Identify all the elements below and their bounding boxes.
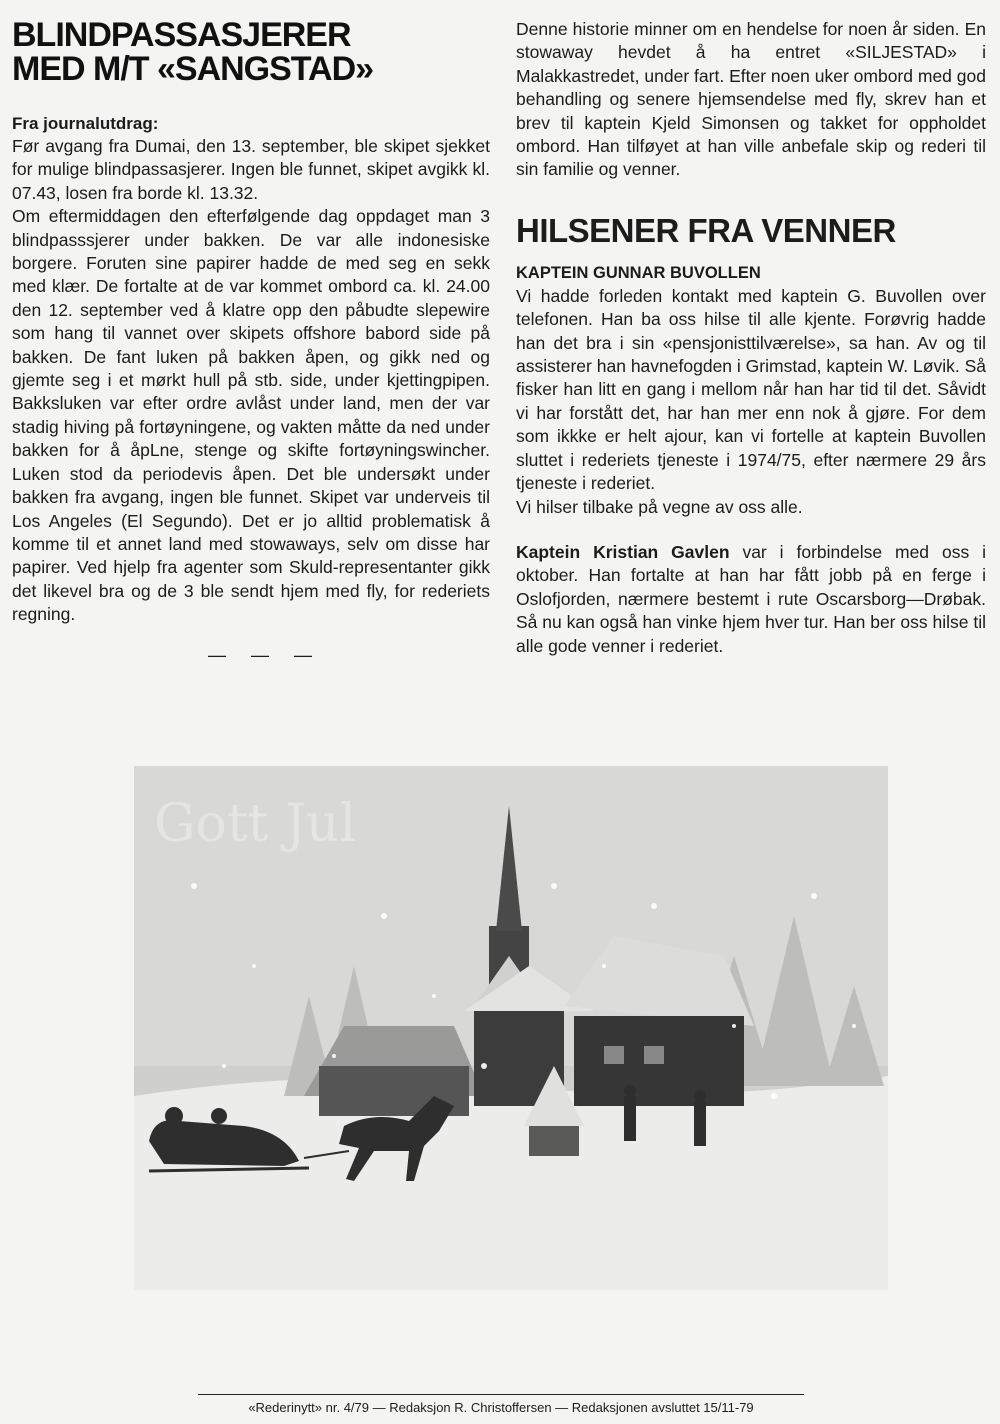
christmas-card-image [134,766,888,1290]
intro-body [516,18,986,182]
card-lettering: Gott Jul [154,794,357,854]
title-line-1: BLINDPASSASJERER [12,16,351,54]
gavlen-paragraph [516,541,986,658]
paragraph-1: Før avgang fra Dumai, den 13. september, ble skipet sjekket for mulige blindpassasjerer. Ingen ble funnet, skipet avgikk kl. 07.43, losen fra borde kl. 13.32. [12,136,490,203]
gavlen-text: var i forbindelse med oss i oktober. Han fortalte at han har fått jobb på en ferge i Oslofjorden, nærmere bestemt i rute Oscarsborg—Drøbak. Så nu kan også han vinke hjem hver tur. Han ber oss hilse til alle gode venner i rederiet. [516,541,986,656]
title-line-2: MED M/T «SANGSTAD» [12,50,374,88]
footer-rule [198,1394,804,1395]
gavlen-name: Kaptein Kristian Gavlen [516,541,730,562]
buvollen-subheading: KAPTEIN GUNNAR BUVOLLEN [516,263,761,282]
greeting-paragraph: Vi hilser tilbake på vegne av oss alle. [516,496,803,517]
paragraph-2: Om eftermiddagen den efterfølgende dag oppdaget man 3 blindpasssjerer under bakken. De var alle indonesiske borgere. Foruten sine papirer hadde de med seg en sekk med klær. De fortalte at de var kommet ombord ca. kl. 24.00 den 12. september ved å klatre opp den påbudte slepewire som hang til vannet over skipets offshore babord side på bakken. De fant luken på bakken åpen, og gikk ned og gjemte seg i et mørkt hull på stb. side, under kjettingpipen. Bakksluken var efter ordre avlåst under land, men der var stadig hiving på fortøyningene, og vakten måtte da ned under bakken for å åpLne, stenge og skifte fortøyningswincher. Luken stod da periodevis åpen. Det ble undersøkt under bakken fra avgang, ingen ble funnet. Skipet var underveis til Los Angeles (El Segundo). Det er jo alltid problematisk å komme til et annet land med stowaways, selv om disse har papirer. Ved hjelp fra agenter som Skuld-representanter gikk det likevel bra og de 3 ble sendt hjem med fly, for rederiets regning. [12,206,490,625]
journal-subheading: Fra journalutdrag: [12,114,159,133]
section-separator: — — — [208,644,323,665]
buvollen-paragraph: Vi hadde forleden kontakt med kaptein G. Buvollen over telefonen. Han ba oss hilse til alle kjente. Forøvrig hadde han det bra i sin «pensjonisttilværelse», sa han. Av og til assisterer han havnefogden i Grimstad, kaptein W. Løvik. Så fisker han litt en gang i mellom når han har tid til det. Såvidt vi har forstått det, har han mer enn nok å gjøre. For dem som ikkke er helt ajour, kan vi fortelle at kaptein Buvollen sluttet i rederiets tjeneste i 1974/75, efter nærmere 29 års tjeneste i rederiet. [516,285,986,494]
right-column [516,18,986,658]
greetings-body [516,285,986,658]
left-column [12,18,490,666]
greetings-heading: HILSENER FRA VENNER [516,211,896,249]
intro-paragraph: Denne historie minner om en hendelse for noen år siden. En stowaway hevdet å ha entret «SILJESTAD» i Malakkastredet, under fart. Efter noen uker ombord med god behandling og senere hjemsendelse med fly, skrev han et brev til kaptein Kjeld Simonsen og takket for oppholdet ombord. Han tilføyet at han ville anbefale skip og rederi til sin familie og venner. [516,19,986,180]
article-title [12,18,490,86]
article-body [12,135,490,627]
footer-imprint: «Rederinytt» nr. 4/79 — Redaksjon R. Christoffersen — Redaksjonen avsluttet 15/11-79 [248,1400,754,1415]
